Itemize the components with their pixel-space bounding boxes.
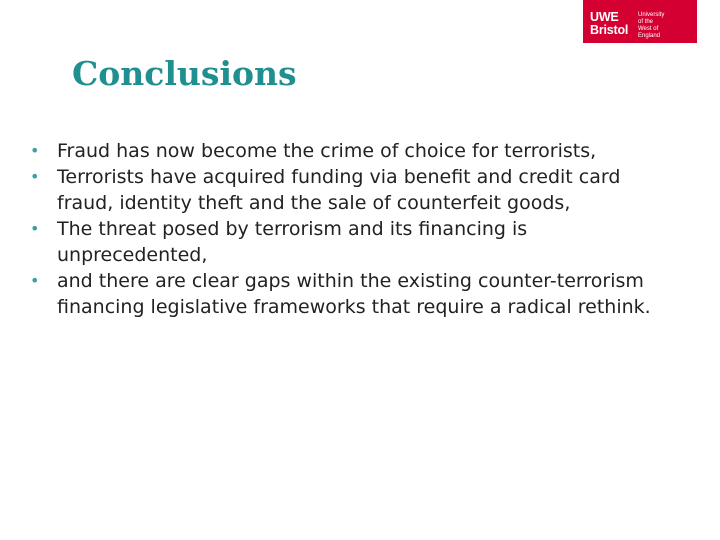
bullet-text: Terrorists have acquired funding via benefit and credit card fraud, identity theft and the sale of counterfeit goods,	[57, 166, 621, 214]
bullet-item	[30, 268, 670, 320]
bullet-dot-icon: •	[30, 271, 40, 290]
bullet-text: The threat posed by terrorism and its financing is unprecedented,	[57, 218, 528, 266]
logo-subtitle	[638, 12, 664, 40]
slide-title: Conclusions	[72, 54, 297, 93]
uwe-bristol-logo	[583, 0, 697, 43]
logo-sub-line: University	[638, 12, 665, 18]
bullet-item	[30, 138, 670, 164]
logo-wordmark	[590, 11, 628, 37]
logo-line-bristol: Bristol	[590, 23, 629, 37]
bullet-text: and there are clear gaps within the existing counter-terrorism financing legislative frameworks that require a radical rethink.	[57, 270, 651, 318]
bullet-dot-icon: •	[30, 141, 40, 160]
bullet-list	[30, 138, 670, 320]
bullet-item	[30, 164, 670, 216]
bullet-item	[30, 216, 670, 268]
bullet-dot-icon: •	[30, 167, 40, 186]
logo-line-uwe: UWE	[590, 10, 619, 24]
logo-sub-line: West of	[638, 26, 659, 32]
logo-sub-line: England	[638, 33, 661, 39]
logo-sub-line: of the	[638, 19, 654, 25]
bullet-dot-icon: •	[30, 219, 40, 238]
bullet-text: Fraud has now become the crime of choice for terrorists,	[57, 140, 597, 162]
